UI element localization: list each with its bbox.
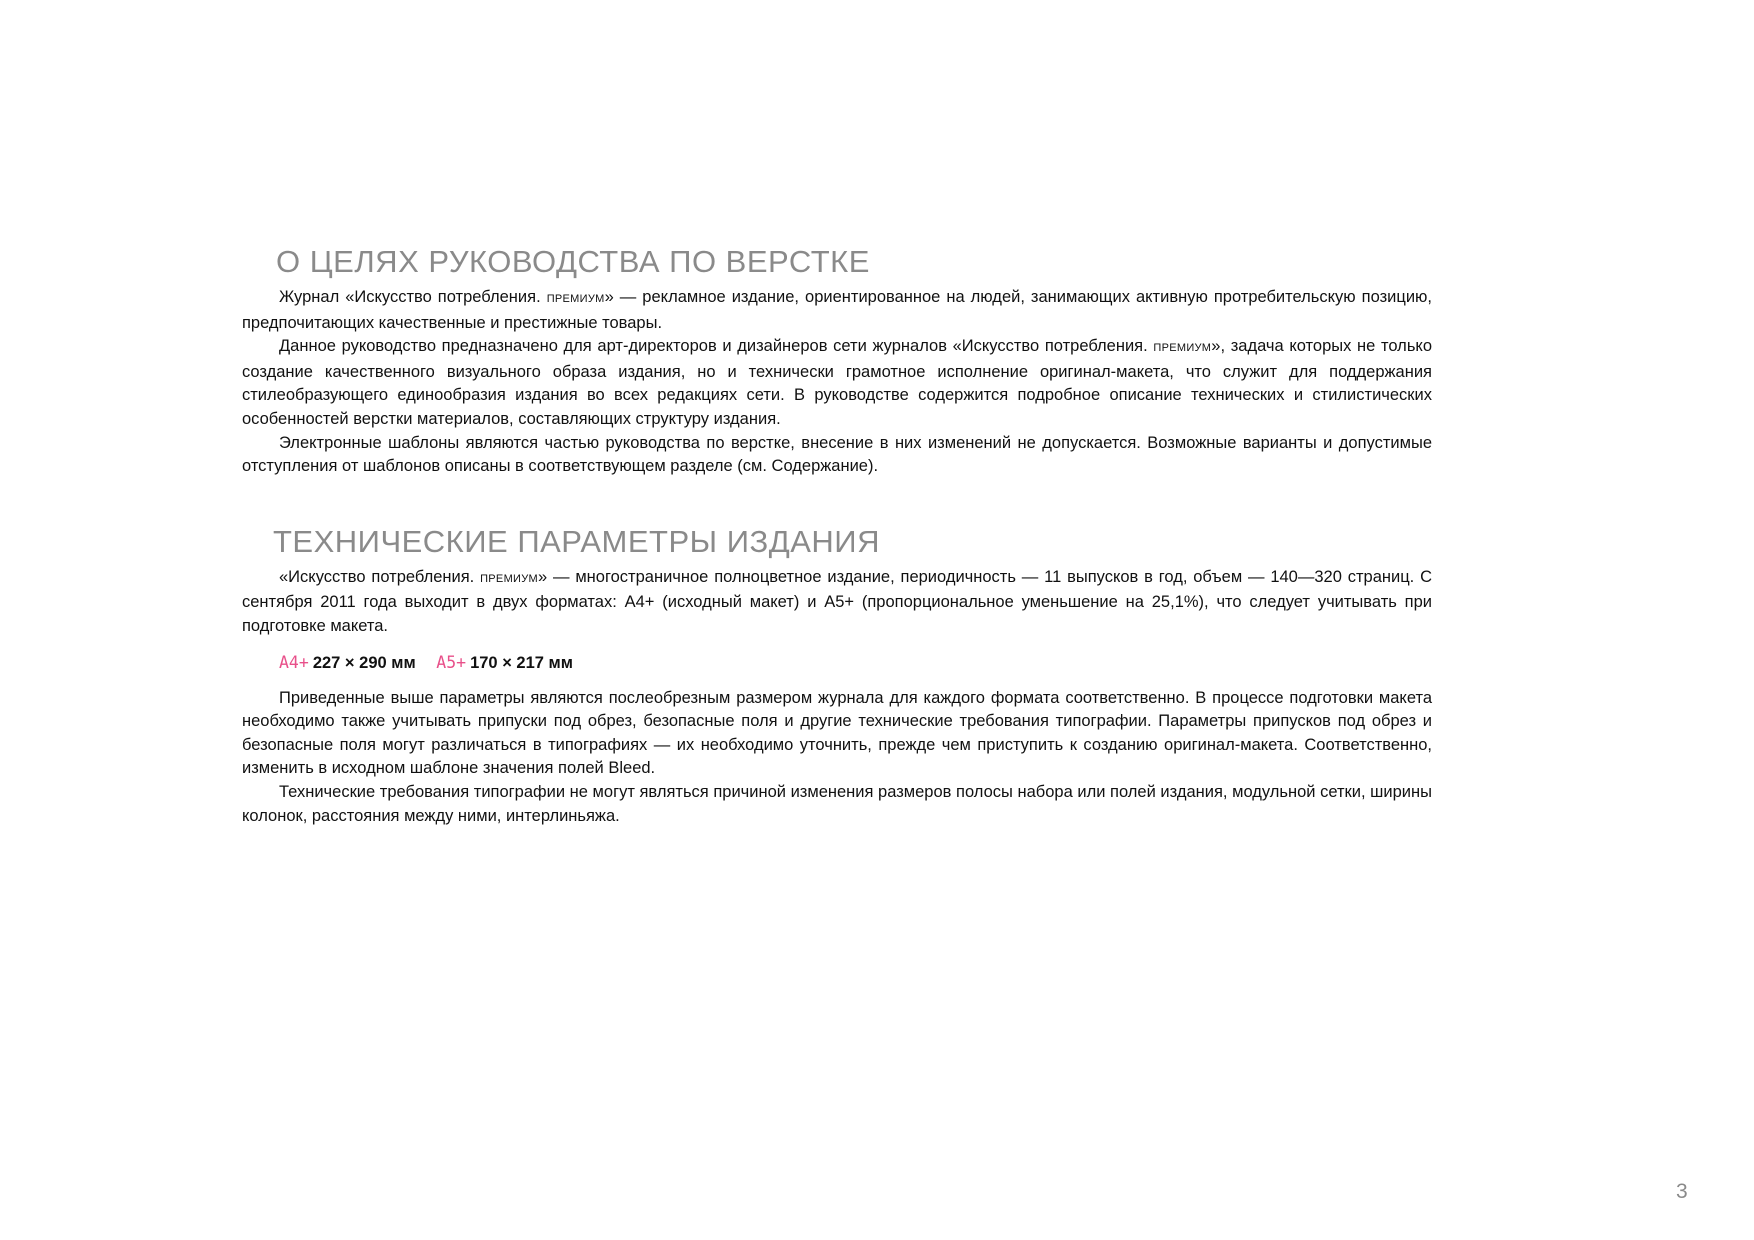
page-number: 3 <box>1676 1180 1688 1203</box>
section-title-layout-guide: О ЦЕЛЯХ РУКОВОДСТВА ПО ВЕРСТКЕ <box>276 244 870 279</box>
format-code-a5: А5+ <box>436 652 467 672</box>
section-title-tech-params: ТЕХНИЧЕСКИЕ ПАРАМЕТРЫ ИЗДАНИЯ <box>273 523 880 559</box>
text: Журнал «Искусство потребления. <box>279 288 541 306</box>
format-size-a4: 227 × 290 мм <box>312 653 416 672</box>
text: » — рекламное издание, ориентированное на людей, занимающих активную протребительскую позицию, предпочитающих качественные и престижные товары. <box>242 288 1433 332</box>
format-size-a5: 170 × 217 мм <box>470 653 573 672</box>
paragraph-bleed-params: Приведенные выше параметры являются послеобрезным размером журнала для каждого формата соответственно. В процессе подготовки макета необходимо также учитывать припуски под обрез, безопасные поля и другие технические требования типографии. Параметры припусков под обрез и безопасные поля могут различаться в типографиях — их необходимо уточнить, прежде чем приступить к созданию оригинал-макета. Соответственно, изменить в исходном шаблоне значения полей Bleed. <box>242 688 1432 778</box>
text: » — многостраничное полноцветное издание, периодичность — 11 выпусков в год, объем — 140—320 страниц. С сентября 2011 года выходит в двух форматах: А4+ (исходный макет) и А5+ (пропорциональное уменьшение на 25,1%), что следует учитывать при подготовке макета. <box>242 567 1432 635</box>
paragraph-guide-purpose <box>242 335 1432 431</box>
paragraph-templates: Электронные шаблоны являются частью руководства по верстке, внесение в них изменений не допускается. Возможные варианты и допустимые отступления от шаблонов описаны в соответствующем разделе (см. Содержание). <box>242 433 1432 476</box>
format-code-a4: А4+ <box>279 652 309 672</box>
paragraph-magazine-intro <box>242 286 1432 335</box>
premium-smallcaps: ПРЕМИУМ <box>1153 342 1212 355</box>
paragraph-edition-description <box>242 566 1432 639</box>
format-sizes <box>279 651 1432 675</box>
document-body <box>242 242 1432 828</box>
premium-smallcaps: ПРЕМИУМ <box>546 293 605 305</box>
text: «Искусство потребления. <box>279 567 475 586</box>
paragraph-print-requirements: Технические требования типографии не могут являться причиной изменения размеров полосы набора или полей издания, модульной сетки, ширины колонок, расстояния между ними, интерлиньяжа. <box>242 782 1432 825</box>
premium-smallcaps: ПРЕМИУМ <box>480 572 538 585</box>
text: », задача которых не только создание качественного визуального образа издания, но и технически грамотное исполнение оригинал-макета, что служит для поддержания стилеобразующего единообразия издания во всех редакциях сети. В руководстве содержится подробное описание технических и стилистических особенностей верстки материалов, составляющих структуру издания. <box>242 337 1432 428</box>
text: Данное руководство предназначено для арт-директоров и дизайнеров сети журналов «Искусство потребления. <box>279 337 1148 356</box>
